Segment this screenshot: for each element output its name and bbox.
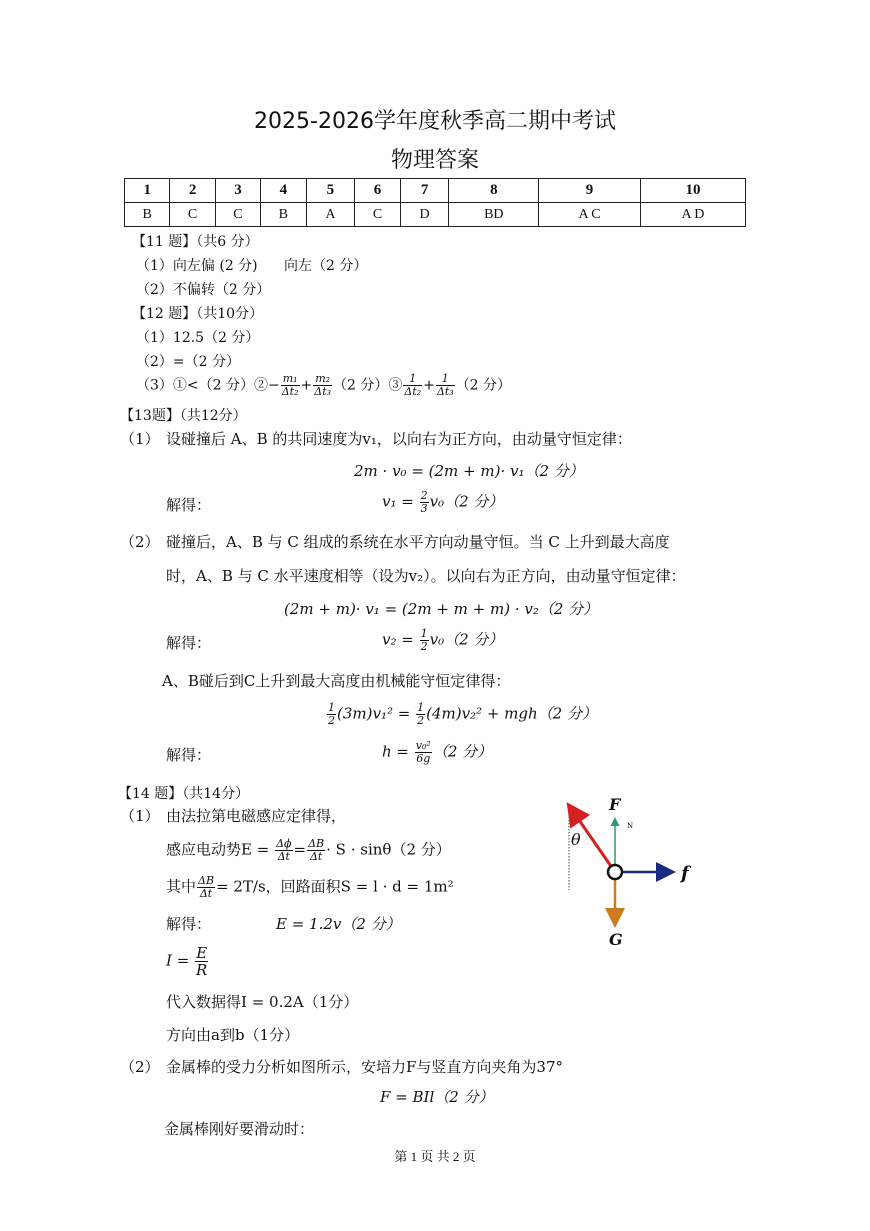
eq3-end: (4m)v₂² + mgh（2 分） (426, 704, 597, 723)
q14-current-formula (166, 945, 209, 978)
q12-line3-prefix: （3）①<（2 分）②− (136, 377, 280, 394)
q13-equation1: 2m · v₀ = (2m + m)· v₁（2 分） (354, 462, 584, 480)
denominator: Δt₃ (436, 385, 454, 398)
force-diagram (555, 795, 715, 955)
denominator: 2 (328, 714, 335, 727)
question-number-cell: 5 (306, 179, 355, 203)
label-f: f (681, 863, 689, 884)
numerator: 1 (403, 373, 422, 386)
denominator: Δt (309, 850, 323, 863)
denominator: R (196, 961, 208, 979)
answer-cell: D (400, 203, 449, 227)
solve1-rhs: v₀（2 分） (429, 492, 504, 511)
numerator: m₂ (315, 372, 331, 385)
denominator: 2 (420, 640, 428, 653)
q12-line1: （1）12.5（2 分） (136, 330, 260, 346)
label-theta: θ (571, 830, 581, 849)
fraction (281, 373, 300, 398)
q13-part2-label: （2） (120, 533, 160, 551)
q13-energy-text: A、B碰后到C上升到最大高度由机械能守恒定律得： (162, 672, 511, 690)
fraction (313, 373, 332, 398)
q13-part2-text2: 时，A、B 与 C 水平速度相等（设为v₂）。以向右为正方向，由动量守恒定律： (166, 567, 686, 585)
label-F: F (609, 795, 621, 814)
q13-equation3 (326, 702, 597, 727)
answer-table-header-row (125, 179, 746, 203)
fraction (327, 702, 336, 727)
denominator: 6g (416, 752, 431, 765)
q14-force-equation: F = BIl（2 分） (380, 1088, 494, 1106)
numerator: 1 (417, 701, 425, 714)
numerator: 2 (420, 489, 428, 502)
question-number-cell: 2 (170, 179, 215, 203)
q11-line1-part2: 向左（2 分） (284, 258, 368, 274)
denominator: Δt (277, 850, 290, 863)
question-number-cell: 6 (355, 179, 400, 203)
denominator: Δt₃ (314, 385, 332, 398)
answer-cell: B (261, 203, 306, 227)
q12-line3-end: （2 分） (455, 377, 512, 394)
where-prefix: 其中 (166, 877, 197, 896)
q13-part1-text: 设碰撞后 A、B 的共同速度为v₁，以向右为正方向，由动量守恒定律： (166, 430, 632, 448)
numerator: 1 (420, 627, 428, 640)
q14-solve-equation: E = 1.2v（2 分） (276, 915, 401, 933)
q13-solve1-label: 解得： (166, 496, 212, 514)
q14-direction: 方向由a到b（1分） (166, 1026, 300, 1044)
where-rest: = 2T/s，回路面积S = l · d = 1m² (216, 877, 454, 896)
q11-line2: （2）不偏转（2 分） (136, 282, 271, 298)
page-footer: 第 1 页 共 2 页 (394, 1149, 476, 1164)
fraction (197, 875, 215, 900)
q14-part2-label: （2） (120, 1058, 160, 1076)
q13-part1-label: （1） (120, 430, 160, 448)
answer-cell: A C (539, 203, 641, 227)
answer-cell: A (306, 203, 355, 227)
fraction (307, 838, 325, 863)
label-N: N (627, 822, 634, 830)
q14-slide-text: 金属棒刚好要滑动时： (164, 1120, 315, 1138)
q14-part1-text: 由法拉第电磁感应定律得， (166, 807, 347, 825)
metal-rod-cross-section (608, 865, 622, 879)
current-lhs: I = (166, 951, 190, 970)
page-title: 2025-2026学年度秋季高二期中考试 (254, 109, 616, 134)
answer-table-answer-row (125, 203, 746, 227)
question-number-cell: 9 (539, 179, 641, 203)
numerator: ΔB (198, 874, 215, 887)
numerator: ΔB (308, 837, 325, 850)
q14-where (166, 875, 454, 900)
q11-line1-part1: （1）向左偏 (2 分) (136, 258, 258, 274)
answer-cell: BD (449, 203, 539, 227)
fraction (420, 490, 429, 515)
eq3-middle: (3m)v₁² = (337, 704, 411, 723)
denominator: 2 (417, 714, 425, 727)
question-number-cell: 3 (215, 179, 260, 203)
denominator: Δt (199, 887, 213, 900)
fraction (416, 702, 425, 727)
numerator: Δϕ (276, 837, 292, 850)
numerator: v₀² (415, 739, 431, 752)
page-subtitle: 物理答案 (390, 148, 479, 173)
question-number-cell: 7 (400, 179, 449, 203)
q14-part2-text: 金属棒的受力分析如图所示，安培力F与竖直方向夹角为37° (166, 1058, 563, 1076)
q11-header: 【11 题】（共6 分） (132, 234, 259, 250)
solve1-lhs: v₁ = (382, 492, 414, 511)
fraction (415, 740, 432, 765)
solve3-lhs: h = (382, 742, 409, 761)
q12-line3-mid: （2 分）③ (333, 377, 403, 394)
q13-solve2 (382, 628, 503, 653)
plus-sign: + (423, 377, 435, 394)
question-number-cell: 1 (125, 179, 170, 203)
solve2-rhs: v₀（2 分） (429, 630, 504, 649)
numerator: 1 (328, 701, 335, 714)
q12-header: 【12 题】（共10分） (132, 306, 264, 322)
q14-header: 【14 题】（共14分） (118, 786, 250, 802)
denominator: Δt₂ (404, 385, 422, 398)
answer-table (124, 178, 746, 227)
numerator: 1 (436, 373, 455, 386)
q12-line3 (136, 373, 511, 398)
equals-sign: = (293, 840, 307, 859)
q14-emf (166, 838, 451, 863)
fraction (436, 373, 455, 398)
question-number-cell: 8 (449, 179, 539, 203)
q12-line2: （2）=（2 分） (136, 354, 240, 370)
q13-header: 【13题】（共12分） (120, 408, 247, 424)
fraction (195, 945, 208, 978)
q13-solve3-label: 解得： (166, 746, 212, 764)
q13-solve2-label: 解得： (166, 634, 212, 652)
emf-lhs: 感应电动势E = (166, 840, 270, 859)
q13-solve3 (382, 740, 492, 765)
denominator: 3 (420, 502, 428, 515)
answer-cell: A D (640, 203, 745, 227)
q14-current-value: 代入数据得I = 0.2A（1分） (166, 993, 359, 1011)
question-number-cell: 4 (261, 179, 306, 203)
answer-cell: B (125, 203, 170, 227)
solve3-rhs: （2 分） (432, 742, 493, 761)
answer-cell: C (355, 203, 400, 227)
label-G: G (609, 930, 623, 949)
question-number-cell: 10 (640, 179, 745, 203)
answer-cell: C (215, 203, 260, 227)
solve2-lhs: v₂ = (382, 630, 414, 649)
q13-solve1 (382, 490, 503, 515)
denominator: Δt₂ (281, 385, 299, 398)
fraction (420, 628, 429, 653)
q13-equation2: (2m + m)· v₁ = (2m + m + m) · v₂（2 分） (284, 600, 599, 618)
answer-cell: C (170, 203, 215, 227)
numerator: E (196, 944, 208, 962)
q14-solve-label: 解得： (166, 915, 212, 933)
plus-sign: + (300, 377, 313, 394)
fraction (403, 373, 422, 398)
emf-rhs: · S · sinθ（2 分） (326, 840, 451, 859)
q13-part2-text1: 碰撞后，A、B 与 C 组成的系统在水平方向动量守恒。当 C 上升到最大高度 (166, 533, 670, 551)
fraction (275, 838, 292, 863)
q14-part1-label: （1） (120, 807, 160, 825)
numerator: m₁ (282, 372, 298, 385)
